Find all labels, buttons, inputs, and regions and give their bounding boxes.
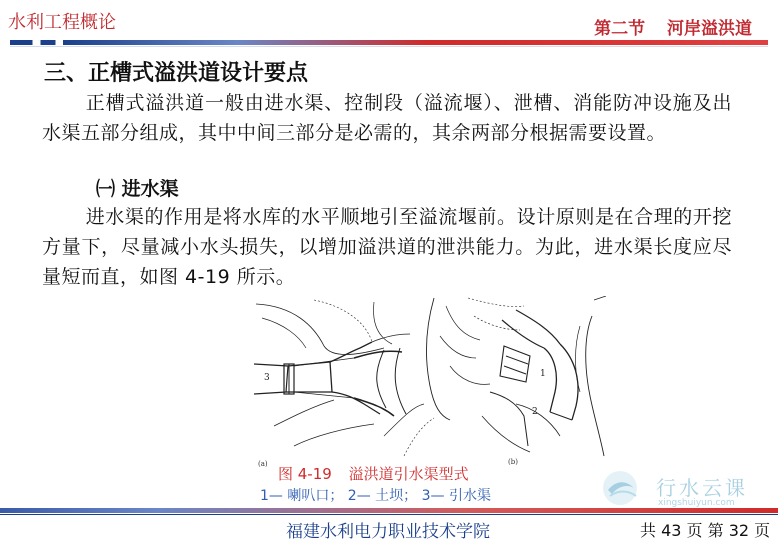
header-rule-thin — [10, 46, 768, 47]
watermark-logo-icon — [598, 468, 650, 508]
subheading: ㈠ 进水渠 — [96, 178, 179, 200]
footer-rule — [0, 508, 778, 513]
figure-number: 图 4-19 — [278, 465, 332, 483]
channel-diagram — [254, 296, 610, 468]
page-indicator: 共 43 页 第 32 页 — [640, 521, 771, 540]
watermark — [598, 468, 778, 508]
section-topic: 河岸溢洪道 — [667, 19, 752, 39]
callout-1: 1 — [540, 369, 546, 379]
body-paragraph: 进水渠的作用是将水库的水平顺地引至溢流堰前。设计原则是在合理的开挖方量下，尽量减小水头损失，以增加溢洪道的泄洪能力。为此，进水渠长度应尽量短而直，如图 4-19 所示。 — [42, 206, 732, 288]
section-header — [594, 14, 752, 39]
figure-label-b: (b) — [508, 458, 518, 466]
figure-legend: 1— 喇叭口； 2— 土坝； 3— 引水渠 — [260, 488, 491, 504]
callout-3: 3 — [264, 373, 270, 383]
section-number: 第二节 — [594, 19, 646, 39]
header-rule — [10, 40, 768, 45]
figure-title: 溢洪道引水渠型式 — [348, 465, 469, 483]
footer-rule-thin — [0, 514, 778, 515]
course-title: 水利工程概论 — [8, 12, 116, 33]
watermark-text: 行水云课 — [656, 476, 748, 500]
intro-paragraph: 正槽式溢洪道一般由进水渠、控制段（溢流堰）、泄槽、消能防冲设施及出水渠五部分组成，其中中间三部分是必需的，其余两部分根据需要设置。 — [42, 92, 732, 144]
figure-caption — [278, 463, 469, 484]
school-name: 福建水利电力职业技术学院 — [286, 522, 490, 542]
watermark-url: xingshuiyun.com — [658, 498, 735, 508]
slide-title: 三、正槽式溢洪道设计要点 — [44, 61, 309, 86]
figure-label-a: (a) — [258, 460, 268, 468]
callout-2: 2 — [532, 407, 538, 417]
